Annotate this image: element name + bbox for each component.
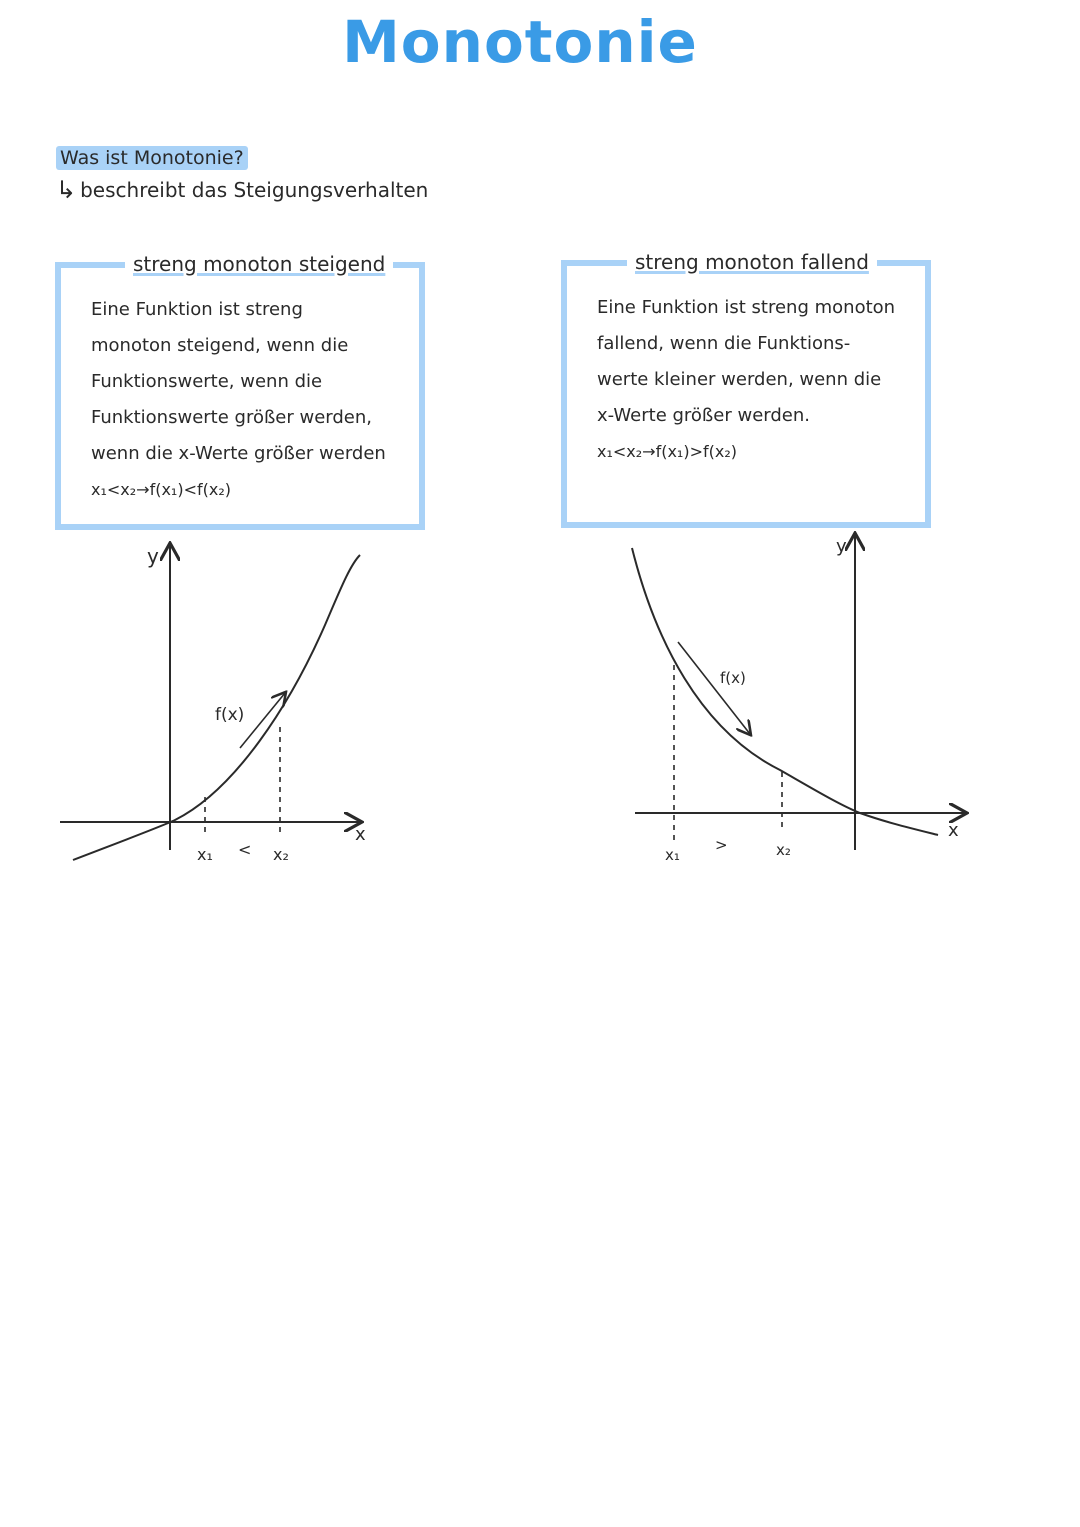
decreasing-line: Eine Funktion ist streng monoton [597,297,896,318]
increasing-line: Funktionswerte größer werden, [91,407,373,428]
decreasing-line: werte kleiner werden, wenn die [597,369,882,390]
x-axis-label: x [355,824,366,845]
decreasing-heading: streng monoton fallend [627,250,877,274]
increasing-line: Eine Funktion ist streng [91,299,303,320]
decreasing-text [597,290,917,470]
increasing-text [91,292,411,508]
decreasing-graph [620,530,980,875]
x1-label: x₁ [197,845,213,864]
question-highlight: Was ist Monotonie? [56,146,248,170]
direction-arrow [678,642,750,734]
page-title: Monotonie [342,8,698,76]
decreasing-line: x-Werte größer werden. [597,405,810,426]
x-axis-label: x [948,820,959,841]
x1-label: x₁ [665,846,680,864]
function-label: f(x) [720,669,746,687]
answer-line [56,178,428,202]
decreasing-formula: x₁<x₂→f(x₁)>f(x₂) [597,442,737,461]
x2-label: x₂ [776,841,791,859]
x2-label: x₂ [273,845,289,864]
decreasing-line: fallend, wenn die Funktions- [597,333,851,354]
increasing-formula: x₁<x₂→f(x₁)<f(x₂) [91,480,231,499]
increasing-heading: streng monoton steigend [125,252,393,276]
increasing-graph [55,535,385,875]
increasing-line: monoton steigend, wenn die [91,335,349,356]
increasing-definition-box [55,252,425,530]
function-label: f(x) [215,705,245,725]
increasing-line: wenn die x-Werte größer werden [91,443,386,464]
direction-arrow [240,693,285,748]
y-axis-label: y [147,544,159,568]
decreasing-curve [632,548,938,835]
decreasing-definition-box [561,250,931,528]
y-axis-label: y [836,536,847,557]
hook-arrow-icon: ↳ [56,176,77,204]
answer-text: beschreibt das Steigungsverhalten [80,178,429,202]
relation-sign: < [238,840,252,859]
relation-sign: > [715,836,728,854]
increasing-line: Funktionswerte, wenn die [91,371,323,392]
